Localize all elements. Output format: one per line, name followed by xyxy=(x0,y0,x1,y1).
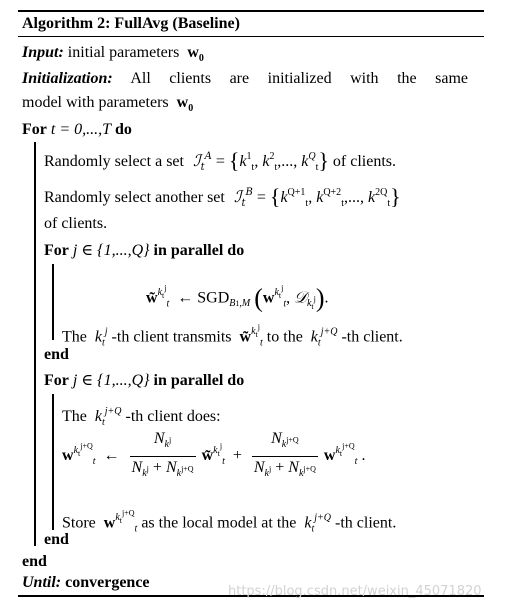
input-line xyxy=(22,43,204,69)
does-text-1: The xyxy=(62,408,87,425)
fraction-1: $\frac{N_{k^j}}{N_{k^j} + N_{k^{j+Q}}}$ xyxy=(131,430,194,479)
store-text-2: as the local model at the xyxy=(141,514,297,532)
store-line: Store $w^{k_t^{j+Q}}_t$ as the local model at the $k_t^{j+Q}$ -th client. xyxy=(62,509,397,535)
of-clients-line xyxy=(44,214,107,234)
set-a-def: = {$k^1_t$, $k^2_t$,..., $k^Q_t$} xyxy=(215,148,329,173)
until-label: Until: xyxy=(22,574,62,591)
select-set-b xyxy=(44,183,401,214)
t-range: t = 0,...,T xyxy=(50,121,112,138)
of-clients-1: of clients. xyxy=(332,153,396,170)
transmit-text-3: to the xyxy=(266,328,303,346)
set-b-def: = {$k^{Q+1}_t$, $k^{Q+2}_t$,..., $k^{2Q}_t$} xyxy=(256,184,401,209)
init-text-2: model with parameters xyxy=(22,94,169,111)
store-text-1: Store xyxy=(62,514,96,532)
averaging-equation: $w^{k_t^{j+Q}}_t$ ← $\frac{N_{k^j}}{N_{k^j} + N_{k^{j+Q}}}$ w̃$^{k_t^j}_t$ + $\frac{N_{k^{j+Q}}}{N_{k^j} + N_{k^{j+Q}}}$ $w^{k_t^{j+Q}}_t$ . xyxy=(62,430,365,483)
outer-loop-bar xyxy=(34,142,36,546)
in-parallel-1: in parallel do xyxy=(153,242,245,259)
for-j-line-2 xyxy=(44,371,244,391)
client-does-line: The $k_t^{j+Q}$ -th client does: xyxy=(62,406,221,428)
w0-symbol-2: $w_0$ xyxy=(172,94,194,114)
inner-loop-bar-1 xyxy=(52,264,54,340)
j-range-1: j ∈ {1,...,Q} xyxy=(72,242,150,259)
init-line-2 xyxy=(22,93,193,119)
j-range-2: j ∈ {1,...,Q} xyxy=(72,372,150,389)
set-b-symbol: ℐ$_t^B$ xyxy=(228,187,253,209)
input-label: Input: xyxy=(22,44,64,61)
transmit-text-4: -th client. xyxy=(341,328,403,346)
until-line xyxy=(22,573,150,593)
top-rule xyxy=(18,10,484,12)
end-keyword-2: end xyxy=(44,531,69,548)
header-rule xyxy=(18,36,484,37)
does-text-2: -th client does: xyxy=(125,408,221,425)
for-t-line xyxy=(22,120,132,140)
of-clients-2: of clients. xyxy=(44,215,108,232)
transmit-line: The $k_t^j$ -th client transmits w̃$^{k_t^j}_t$ to the $k_t^{j+Q}$ -th client. xyxy=(62,323,403,349)
input-text: initial parameters xyxy=(67,44,180,61)
store-text-3: -th client. xyxy=(335,514,397,532)
do-keyword: do xyxy=(115,121,132,138)
init-label: Initialization: xyxy=(22,70,113,87)
select-text-1: Randomly select a set xyxy=(44,153,184,170)
set-a-symbol: ℐ$_t^A$ xyxy=(187,151,212,173)
w0-symbol: $w_0$ xyxy=(183,44,204,64)
in-parallel-2: in parallel do xyxy=(153,372,245,389)
sgd-label: SGD xyxy=(197,289,230,307)
init-text-1: All clients are initialized with the same xyxy=(130,70,468,87)
algorithm-title: Algorithm 2: FullAvg (Baseline) xyxy=(22,15,240,32)
sgd-equation: w̃$^{k_t^j}_t$ ← $SGD_{B1,M}$ ($w^{k_t^j}_t$, 𝒟$_{k_t^j}$). xyxy=(146,283,329,313)
select-set-a xyxy=(44,147,396,178)
end-keyword-1: end xyxy=(44,346,69,363)
watermark: https://blog.csdn.net/weixin_45071820 xyxy=(228,584,482,599)
init-line-1 xyxy=(22,69,468,89)
inner-loop-bar-2 xyxy=(52,394,54,530)
for-j-line-1 xyxy=(44,241,244,261)
for-j-keyword-1: For xyxy=(44,242,69,259)
fraction-2: $\frac{N_{k^{j+Q}}}{N_{k^j} + N_{k^{j+Q}}}$ xyxy=(253,430,316,479)
transmit-text-1: The xyxy=(62,328,87,346)
end-keyword-outer: end xyxy=(22,553,47,570)
transmit-text-2: -th client transmits xyxy=(111,328,232,346)
for-j-keyword-2: For xyxy=(44,372,69,389)
until-text: convergence xyxy=(65,574,150,591)
select-text-2: Randomly select another set xyxy=(44,189,225,206)
for-keyword: For xyxy=(22,121,47,138)
